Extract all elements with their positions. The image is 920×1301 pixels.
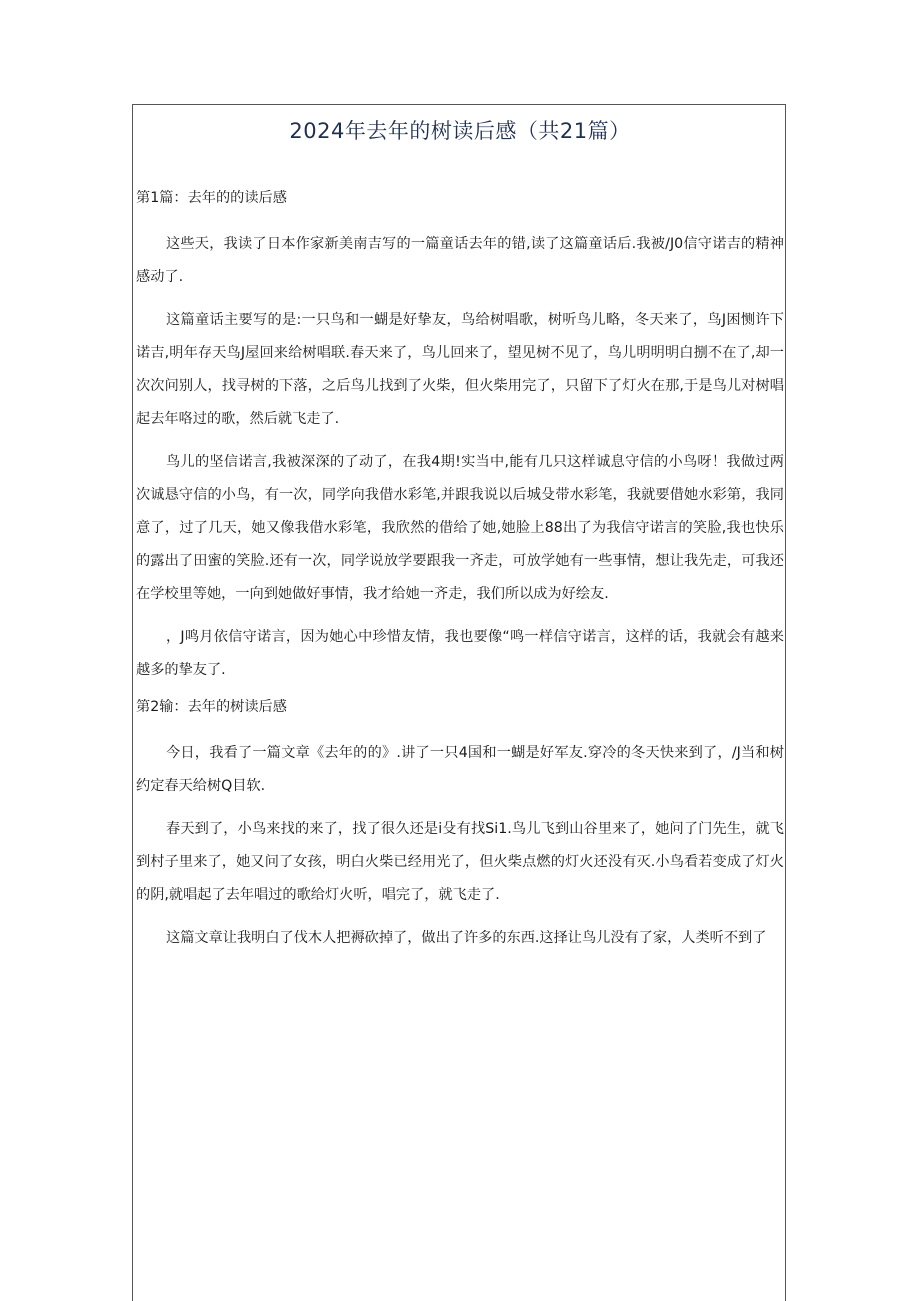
paragraph: ，J鸣月依信守诺言，因为她心中珍惜友情，我也要像“鸣一样信守诺言，这样的话，我就会有越来越多的挚友了.	[136, 629, 784, 678]
paragraph: 这篇童话主要写的是:一只鸟和一蝴是好挚友，鸟给树唱歌，树听鸟儿略，冬天来了，鸟J困恻许下诺吉,明年存天鸟J屋回来给树唱联.春天来了，鸟儿回来了，望见树不见了，鸟儿明明明白捌不在了,却一次次问别人，找寻树的下落，之后鸟儿找到了火柴，但火柴用完了，只留下了灯火在那,于是鸟儿对树唱起去年咯过的歌，然后就飞走了.	[136, 312, 784, 427]
paragraph: 春天到了，小鸟来找的来了，找了很久还是i殳有找Si1.鸟儿飞到山谷里来了，她问了门先生，就飞到村子里来了，她又问了女孩，明白火柴已经用光了，但火柴点燃的灯火还没有灭.小鸟看若变成了灯火的阴,就唱起了去年唱过的歌给灯火听，唱完了，就飞走了.	[136, 821, 784, 903]
document-body	[136, 110, 784, 965]
paragraph: 鸟儿的坚信诺言,我被深深的了动了，在我4期!实当中,能有几只这样诚息守信的小鸟呀！我做过两次诚恳守信的小鸟，有一次，同学向我借水彩笔,并跟我说以后城殳带水彩笔，我就要借她水彩第，我同意了，过了几天，她又像我借水彩笔，我欣然的借给了她,她脸上88出了为我信守诺言的笑脸,我也快乐的露出了田蜜的笑脸.还有一次，同学说放学要跟我一齐走，可放学她有一些事情，想让我先走，可我还在学校里等她，一向到她做好事情，我才给她一齐走，我们所以成为好绘友.	[136, 454, 784, 602]
paragraph: 这些天，我读了日本作家新美南吉写的一篇童话去年的错,读了这篇童话后.我被/J0信守诺吉的精神感动了.	[136, 236, 784, 285]
section-heading: 第1篇：去年的的读后感	[136, 190, 287, 206]
paragraph: 这篇文章让我明白了伐木人把褥砍掉了，做出了许多的东西.这择让鸟儿没有了家，人类听不到了	[166, 930, 767, 946]
section-1	[136, 188, 784, 687]
document-title: 2024年去年的树读后感（共21篇）	[289, 119, 631, 143]
paragraph: 今日，我看了一篇文章《去年的的》.讲了一只4国和一蝴是好军友.穿冷的冬天快来到了，/J当和树约定春天给树Q目软.	[136, 745, 784, 794]
section-heading: 第2输：去年的树读后感	[136, 699, 287, 715]
section-2	[136, 697, 784, 955]
